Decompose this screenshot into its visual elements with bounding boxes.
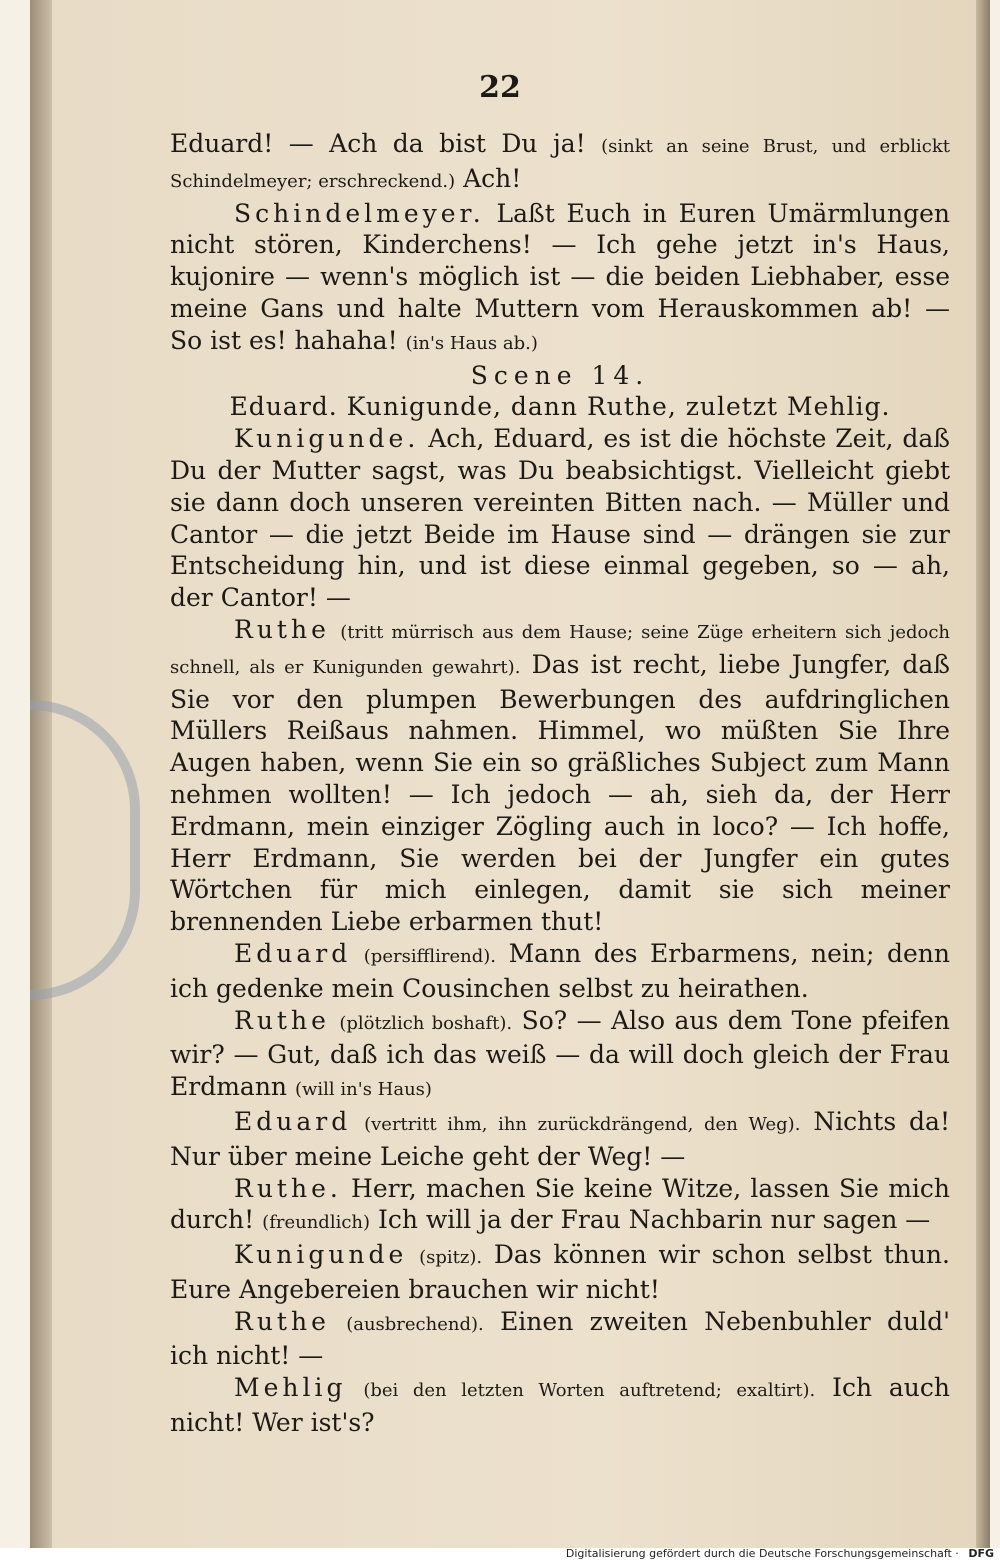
speech: Ruthe. Herr, machen Sie keine Witze, lassen Sie mich durch! (freundlich) Ich will ja der Frau Nachbarin nur sagen — <box>170 1173 950 1235</box>
stage-direction: (spitz). <box>419 1247 483 1269</box>
speaker-name: Ruthe <box>234 614 330 644</box>
speaker-name: Ruthe <box>234 1306 330 1336</box>
speaker-name: Eduard <box>234 938 352 968</box>
speech: Mehlig (bei den letzten Worten auftretend; exaltirt). Ich auch nicht! Wer ist's? <box>170 1373 950 1438</box>
stage-direction: (freundlich) <box>262 1212 371 1234</box>
speaker-name: Eduard <box>234 1106 352 1136</box>
page-text <box>170 128 950 1439</box>
dfg-logo: DFG <box>968 1547 994 1560</box>
stage-direction: (will in's Haus) <box>294 1079 432 1101</box>
text-line: Eduard! — Ach da bist Du ja! (sinkt an seine Brust, und erblickt Schindelmeyer; erschreckend.) Ach! <box>170 129 951 193</box>
stage-direction: (in's Haus ab.) <box>405 332 538 354</box>
paper-clip <box>30 700 140 1000</box>
speech: Eduard (vertritt ihm, ihn zurückdrängend, den Weg). Nichts da! Nur über meine Leiche geht der Weg! — <box>170 1106 950 1171</box>
speech: Ruthe (plötzlich boshaft). So? — Also aus dem Tone pfeifen wir? — Gut, daß ich das weiß — da will doch gleich der Frau Erdmann (will in's Haus) <box>170 1005 950 1102</box>
stage-direction: (plötzlich boshaft). <box>339 1012 513 1034</box>
speaker-name: Schindelmeyer. <box>234 198 485 228</box>
scene-cast: Eduard. Kunigunde, dann Ruthe, zuletzt Mehlig. <box>229 392 891 422</box>
page-edge <box>976 0 990 1548</box>
speaker-name: Kunigunde <box>234 1240 408 1270</box>
speech: Kunigunde (spitz). Das können wir schon selbst thun. Eure Angebereien brauchen wir nicht! <box>170 1240 950 1304</box>
stage-direction: (sinkt an seine Brust, und erblickt Schindelmeyer; erschreckend.) <box>170 136 951 192</box>
stage-direction: (vertritt ihm, ihn zurückdrängend, den Weg). <box>364 1113 801 1135</box>
speaker-name: Kunigunde. <box>234 424 420 454</box>
page-number: 22 <box>479 70 521 105</box>
speaker-name: Ruthe <box>234 1005 330 1035</box>
speech: Eduard (persifflirend). Mann des Erbarmens, nein; denn ich gedenke mein Cousinchen selbst zu heirathen. <box>170 938 950 1003</box>
stage-direction: (bei den letzten Worten auftretend; exaltirt). <box>363 1380 816 1402</box>
speech: Ruthe (ausbrechend). Einen zweiten Nebenbuhler duld' ich nicht! — <box>170 1306 950 1371</box>
speech: Ruthe (tritt mürrisch aus dem Hause; seine Züge erheitern sich jedoch schnell, als er Kunigunden gewahrt). Das ist recht, liebe Jungfer, daß Sie vor den plumpen Bewerbungen des aufdringlichen Müllers Reißaus nahmen. Himmel, wo müßten Sie Ihre Augen haben, wenn Sie ein so gräßliches Subject zum Mann nehmen wollten! — Ich jedoch — ah, sieh da, der Herr Erdmann, mein einziger Zögling auch in loco? — Ich hoffe, Herr Erdmann, Sie werden bei der Jungfer ein gutes Wörtchen für mich einlegen, damit sie sich meiner brennenden Liebe erbarmen thut! <box>170 614 951 937</box>
stage-direction: (tritt mürrisch aus dem Hause; seine Züge erheitern sich jedoch schnell, als er Kunigunden gewahrt). <box>170 621 951 678</box>
stage-direction: (ausbrechend). <box>346 1313 484 1335</box>
footer-text: Digitalisierung gefördert durch die Deutsche Forschungsgemeinschaft · DFG <box>565 1547 994 1560</box>
speaker-name: Ruthe. <box>234 1173 342 1203</box>
stage-direction: (persifflirend). <box>363 945 496 967</box>
scene-title: Scene 14. <box>470 360 650 390</box>
speech: Schindelmeyer. Laßt Euch in Euren Umärmlungen nicht stören, Kinderchens! — Ich gehe jetzt in's Haus, kujonire — wenn's möglich ist — die beiden Liebhaber, esse meine Gans und halte Muttern vom Herauskommen ab! — So ist es! hahaha! (in's Haus ab.) <box>170 198 950 355</box>
digitization-footer <box>0 1548 1000 1560</box>
speech: Kunigunde. Ach, Eduard, es ist die höchste Zeit, daß Du der Mutter sagst, was Du beabsichtigst. Vielleicht giebt sie dann doch unseren vereinten Bitten nach. — Müller und Cantor — die jetzt Beide im Hause sind — drängen sie zur Entscheidung hin, und ist diese einmal gegeben, so — ah, der Cantor! — <box>170 424 950 613</box>
speaker-name: Mehlig <box>234 1373 347 1403</box>
